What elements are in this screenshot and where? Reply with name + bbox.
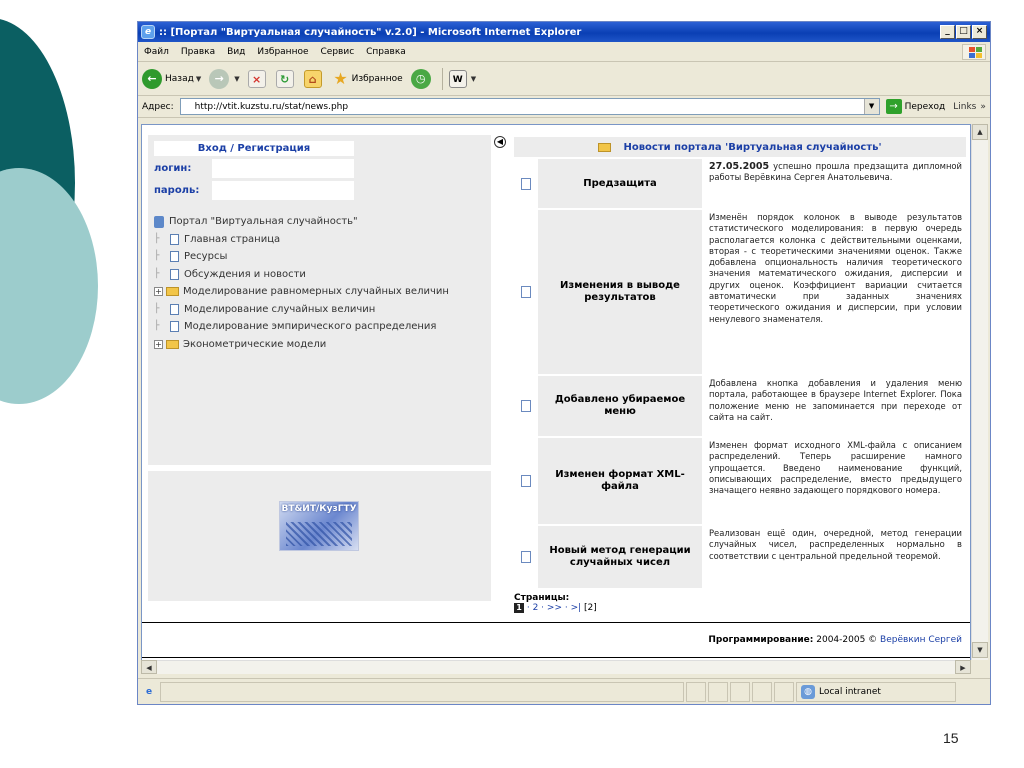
news-item-text: Реализован ещё один, очередной, метод генерации случайных чисел, распределенных нормально в соответствии с центральной предельной теоремой. — [709, 528, 962, 561]
refresh-button[interactable] — [276, 70, 296, 88]
edit-button[interactable] — [449, 70, 476, 88]
vertical-scrollbar[interactable] — [971, 124, 988, 660]
scroll-down-icon[interactable]: ▼ — [972, 642, 988, 658]
tree-root[interactable] — [154, 213, 449, 231]
address-bar — [138, 96, 990, 118]
windows-flag-icon — [962, 44, 986, 60]
menu-favorites[interactable]: Избранное — [257, 46, 309, 57]
page-viewport — [141, 124, 971, 672]
news-item-body: успешно прошла предзащита дипломной работы Верёвкина Сергея Анатольевича. — [709, 161, 962, 183]
login-title[interactable]: Вход / Регистрация — [154, 141, 354, 156]
home-icon: ⌂ — [304, 70, 322, 88]
chevron-right-icon[interactable]: » — [980, 101, 986, 112]
tree-line: ├ — [154, 321, 160, 331]
status-cell — [774, 682, 794, 702]
news-item — [514, 157, 966, 208]
news-item — [514, 208, 966, 374]
chevron-down-icon: ▼ — [195, 74, 202, 83]
news-item-title[interactable]: Изменения в выводе результатов — [538, 210, 702, 374]
home-button[interactable] — [304, 70, 324, 88]
page-status-icon: e — [145, 686, 153, 697]
expand-plus-icon[interactable]: + — [155, 287, 162, 297]
university-logo[interactable] — [279, 501, 359, 551]
menu-view[interactable]: Вид — [227, 46, 246, 57]
horizontal-scrollbar[interactable] — [141, 660, 971, 674]
tree-item-resources[interactable] — [154, 248, 449, 266]
slide-decoration-light-circle — [0, 168, 98, 404]
tree-item-econometric[interactable] — [154, 336, 449, 354]
history-icon: ◷ — [411, 69, 431, 89]
tree-line: ├ — [154, 251, 160, 261]
favorites-label: Избранное — [351, 73, 403, 84]
back-arrow-icon: ← — [142, 69, 162, 89]
tree-item-label: Главная страница — [184, 233, 281, 245]
document-icon — [521, 178, 531, 190]
news-header — [514, 137, 966, 157]
navigation-tree — [154, 213, 449, 353]
login-input[interactable] — [212, 159, 354, 178]
tree-line: ├ — [154, 268, 160, 279]
current-page: 1 — [514, 603, 524, 613]
security-zone — [796, 682, 956, 702]
window-title: :: [Портал "Виртуальная случайность" v.2.0] - Microsoft Internet Explorer — [159, 26, 582, 38]
history-button[interactable] — [411, 69, 434, 89]
document-icon — [521, 286, 531, 298]
document-icon — [170, 321, 179, 332]
document-icon — [521, 475, 531, 487]
collapse-menu-button[interactable]: ◀ — [494, 136, 506, 148]
status-cell — [730, 682, 750, 702]
tree-line: ├ — [154, 233, 160, 244]
chevron-down-icon: ▼ — [234, 74, 240, 83]
intranet-icon: ◍ — [801, 685, 815, 699]
go-button[interactable] — [886, 99, 946, 114]
refresh-icon: ↻ — [276, 70, 294, 88]
logo-pattern — [286, 522, 352, 546]
maximize-button[interactable]: □ — [956, 25, 971, 39]
login-form — [154, 141, 354, 203]
status-cell — [752, 682, 772, 702]
portal-icon — [154, 216, 164, 228]
footer-author-link[interactable]: Верёвкин Сергей — [880, 635, 962, 645]
tree-line: ├ — [154, 303, 160, 314]
scroll-right-icon[interactable]: ▶ — [955, 660, 971, 674]
address-label: Адрес: — [142, 101, 174, 112]
login-label: логин: — [154, 163, 192, 174]
page-total: [2] — [584, 603, 597, 613]
favorites-button[interactable] — [332, 70, 403, 88]
folder-icon — [598, 143, 611, 152]
slide-number: 15 — [943, 730, 959, 746]
folder-icon — [166, 287, 179, 296]
tree-item-home[interactable] — [154, 231, 449, 249]
toolbar — [138, 62, 990, 96]
logo-panel — [148, 471, 491, 601]
go-arrow-icon: → — [886, 99, 902, 114]
menu-tools[interactable]: Сервис — [320, 46, 355, 57]
logo-text: ВТ&ИТ/КузГТУ — [281, 504, 357, 514]
tree-item-empirical-modeling[interactable] — [154, 318, 449, 336]
links-button[interactable]: Links — [953, 101, 977, 112]
password-input[interactable] — [212, 181, 354, 200]
news-item — [514, 374, 966, 436]
tree-item-label: Ресурсы — [184, 251, 228, 262]
back-button[interactable] — [142, 69, 201, 89]
address-dropdown-icon[interactable]: ▼ — [864, 99, 879, 114]
address-url: http://vtit.kuzstu.ru/stat/news.php — [194, 101, 349, 112]
document-icon — [170, 304, 179, 315]
stop-button[interactable] — [248, 70, 268, 88]
status-bar — [138, 678, 990, 704]
news-item-title[interactable]: Изменен формат XML-файла — [538, 438, 702, 524]
footer-years: 2004-2005 © — [816, 635, 878, 645]
pages-label: Страницы: — [514, 593, 570, 603]
status-text-cell — [160, 682, 684, 702]
menu-help[interactable]: Справка — [366, 46, 406, 57]
news-section — [514, 137, 966, 588]
news-item — [514, 524, 966, 588]
page-footer — [142, 622, 971, 658]
news-title: Новости портала 'Виртуальная случайность' — [623, 141, 882, 153]
expand-plus-icon[interactable]: + — [155, 339, 162, 349]
tree-item-uniform-modeling[interactable] — [154, 283, 449, 301]
tree-item-label: Портал "Виртуальная случайность" — [169, 216, 358, 227]
edit-page-icon: W — [449, 70, 467, 88]
menu-file[interactable]: Файл — [144, 46, 169, 57]
menu-bar — [138, 42, 990, 62]
tree-item-label: Моделирование равномерных случайных величин — [183, 286, 449, 297]
scroll-left-icon[interactable]: ◀ — [141, 660, 157, 674]
tree-item-label: Эконометрические модели — [183, 338, 327, 350]
page-links[interactable]: · 2 · >> · >| — [526, 603, 582, 613]
stop-icon: × — [248, 70, 266, 88]
status-cell — [686, 682, 706, 702]
ie-icon: e — [141, 25, 155, 39]
document-icon — [170, 234, 179, 245]
document-icon — [521, 400, 531, 412]
password-label: пароль: — [154, 185, 200, 196]
forward-arrow-icon: → — [209, 69, 229, 89]
tree-item-random-modeling[interactable] — [154, 301, 449, 319]
news-item-title[interactable]: Предзащита — [538, 159, 702, 208]
sidebar-panel — [148, 135, 491, 465]
tree-item-discussions[interactable] — [154, 266, 449, 284]
status-cell — [708, 682, 728, 702]
chevron-down-icon: ▼ — [470, 74, 477, 83]
pagination — [514, 593, 597, 613]
news-item-text: Изменён порядок колонок в выводе результатов статистического моделирования: в первую очередь располагается колонка с действительными оценками, вторая - с теоретическими значениями оценок. Также добавлена опциональность наличия теоретического значения математического ожидания, дисперсии и других оценок. Коэффициент вариации считается автоматически при заданных значениях теоретического ожидания и дисперсии, при условии ненулевого знаменателя. — [709, 212, 962, 324]
news-item-text: Изменен формат исходного XML-файла с описанием распределений. Теперь расширение намного упрощается. Введено наименование функций, описывающих распределение, вместо предыдущего значащего неявно задающего порядкового номера. — [709, 440, 962, 496]
footer-credits — [708, 635, 962, 645]
news-item-text — [702, 159, 966, 208]
tree-item-label: Обсуждения и новости — [184, 268, 306, 280]
news-item-title[interactable]: Новый метод генерации случайных чисел — [538, 526, 702, 588]
folder-icon — [166, 340, 179, 349]
footer-label: Программирование: — [708, 635, 814, 645]
browser-window — [137, 21, 991, 705]
news-item-date: 27.05.2005 — [709, 161, 770, 172]
star-icon: ★ — [333, 68, 348, 88]
minimize-button[interactable]: _ — [940, 25, 955, 39]
news-item — [514, 436, 966, 524]
zone-label: Local intranet — [819, 686, 881, 697]
scroll-up-icon[interactable]: ▲ — [972, 124, 988, 140]
close-button[interactable]: × — [972, 25, 987, 39]
go-label: Переход — [904, 101, 946, 112]
document-icon — [170, 269, 179, 280]
news-item-text: Добавлена кнопка добавления и удаления меню портала, работающее в браузере Internet Explorer. Пока положение меню не запоминается при переходе от сайта на сайт. — [709, 378, 962, 422]
news-item-title[interactable]: Добавлено убираемое меню — [538, 376, 702, 436]
toolbar-separator — [442, 68, 443, 90]
menu-edit[interactable]: Правка — [180, 46, 216, 57]
back-label: Назад — [165, 73, 194, 84]
title-bar — [138, 22, 990, 42]
address-input[interactable] — [180, 98, 880, 115]
tree-item-label: Моделирование случайных величин — [184, 303, 376, 315]
tree-item-label: Моделирование эмпирического распределения — [184, 321, 437, 332]
forward-button[interactable] — [209, 69, 239, 89]
document-icon — [170, 251, 179, 262]
document-icon — [521, 551, 531, 563]
